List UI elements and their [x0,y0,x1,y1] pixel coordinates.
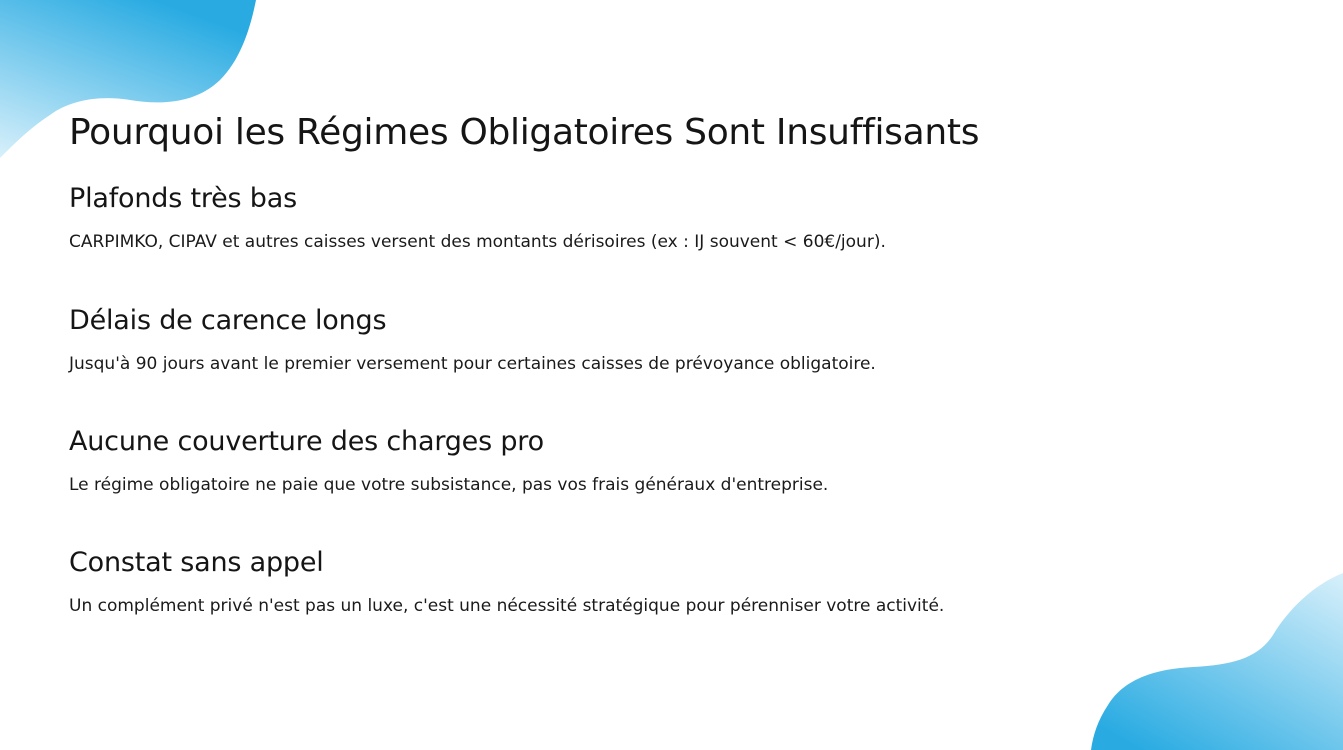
section-plafonds [69,182,886,253]
section-constat [69,546,944,617]
section-text: CARPIMKO, CIPAV et autres caisses versent des montants dérisoires (ex : IJ souvent < 60€/jour). [69,232,886,252]
page-title: Pourquoi les Régimes Obligatoires Sont Insuffisants [69,112,980,153]
section-heading: Aucune couverture des charges pro [69,426,544,457]
section-heading: Délais de carence longs [69,305,387,336]
section-text: Jusqu'à 90 jours avant le premier versement pour certaines caisses de prévoyance obligatoire. [69,354,876,374]
section-charges [69,425,828,496]
section-text: Un complément privé n'est pas un luxe, c'est une nécessité stratégique pour pérenniser votre activité. [69,596,945,616]
section-delais [69,304,876,375]
decorative-blob-bottom-right [1083,570,1343,750]
content [69,110,1249,616]
section-text: Le régime obligatoire ne paie que votre subsistance, pas vos frais généraux d'entreprise. [69,475,829,495]
section-heading: Plafonds très bas [69,183,297,214]
section-heading: Constat sans appel [69,547,324,578]
